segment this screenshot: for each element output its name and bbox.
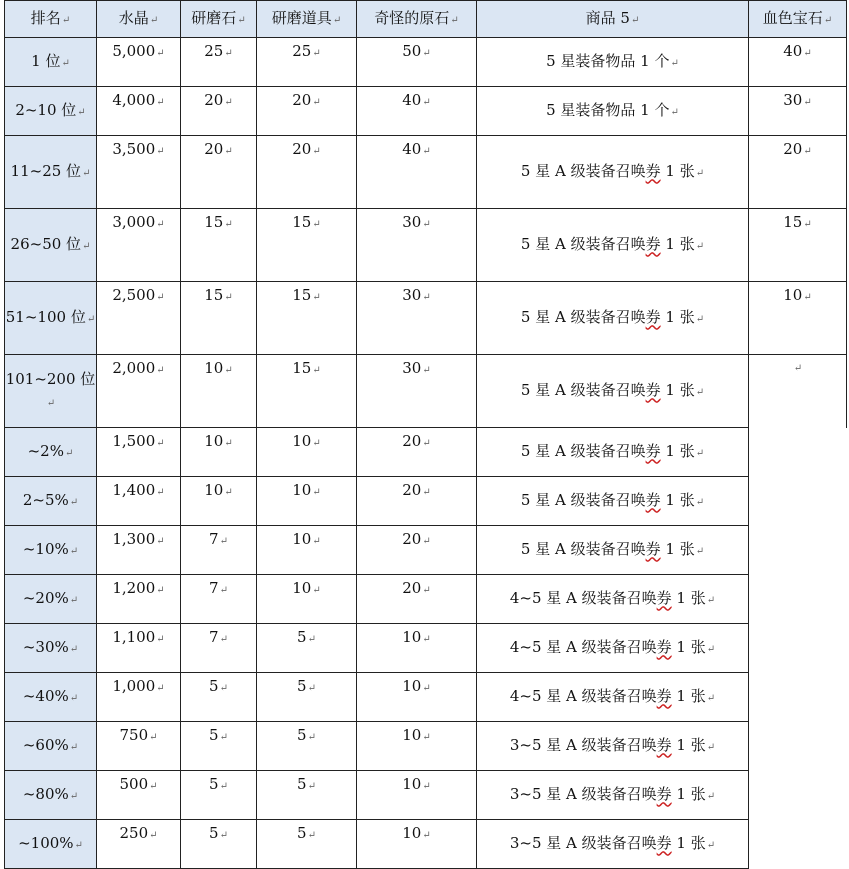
strange-ore-cell: 20↵ xyxy=(357,477,477,526)
table-row xyxy=(5,209,847,282)
rank-cell: ~40%↵ xyxy=(5,673,97,722)
strange-ore-cell: 10↵ xyxy=(357,771,477,820)
crystal-cell: 500↵ xyxy=(97,771,181,820)
crystal-cell: 1,200↵ xyxy=(97,575,181,624)
item-cell: 5 星 A 级装备召唤券 1 张↵ xyxy=(477,526,749,575)
crystal-cell: 5,000↵ xyxy=(97,38,181,87)
rank-cell: 101~200 位↵ xyxy=(5,355,97,428)
table-row xyxy=(5,38,847,87)
item-text-wavy: 券 xyxy=(645,380,661,399)
item-cell: 4~5 星 A 级装备召唤券 1 张↵ xyxy=(477,673,749,722)
item-text-pre: 5 星 A 级装备召唤 xyxy=(520,441,646,460)
grinding-stone-cell: 7↵ xyxy=(181,526,257,575)
table-row xyxy=(5,87,847,136)
grinding-tool-cell: 5↵ xyxy=(257,771,357,820)
rank-cell: 1 位↵ xyxy=(5,38,97,87)
item-text-pre: 3~5 星 A 级装备召唤 xyxy=(509,784,657,803)
item-cell: 5 星 A 级装备召唤券 1 张↵ xyxy=(477,355,749,428)
table-row xyxy=(5,722,847,771)
item-text-pre: 3~5 星 A 级装备召唤 xyxy=(509,735,657,754)
strange-ore-cell: 20↵ xyxy=(357,575,477,624)
grinding-tool-cell: 10↵ xyxy=(257,428,357,477)
table-row xyxy=(5,477,847,526)
blood-gem-cell: ↵ xyxy=(749,355,847,428)
rank-cell: ~30%↵ xyxy=(5,624,97,673)
item-text-post: 1 张 xyxy=(660,307,695,326)
header-grinding-tool: 研磨道具↵ xyxy=(257,1,357,38)
item-cell: 5 星 A 级装备召唤券 1 张↵ xyxy=(477,209,749,282)
item-text-post: 1 张 xyxy=(660,380,695,399)
item-text-pre: 5 星装备物品 1 个 xyxy=(546,100,670,119)
item-text-pre: 5 星 A 级装备召唤 xyxy=(520,234,646,253)
item-text-wavy: 券 xyxy=(656,686,672,705)
item-text-post: 1 张 xyxy=(671,735,706,754)
blood-gem-cell xyxy=(749,624,847,673)
item-text-wavy: 券 xyxy=(645,234,661,253)
blood-gem-cell: 30↵ xyxy=(749,87,847,136)
header-item: 商品 5↵ xyxy=(477,1,749,38)
rank-cell: ~10%↵ xyxy=(5,526,97,575)
grinding-stone-cell: 25↵ xyxy=(181,38,257,87)
crystal-cell: 750↵ xyxy=(97,722,181,771)
header-grinding-stone: 研磨石↵ xyxy=(181,1,257,38)
grinding-stone-cell: 7↵ xyxy=(181,575,257,624)
item-text-post: 1 张 xyxy=(660,539,695,558)
item-cell: 3~5 星 A 级装备召唤券 1 张↵ xyxy=(477,820,749,869)
blood-gem-cell xyxy=(749,575,847,624)
item-cell: 3~5 星 A 级装备召唤券 1 张↵ xyxy=(477,722,749,771)
rank-cell: ~80%↵ xyxy=(5,771,97,820)
item-text-pre: 5 星装备物品 1 个 xyxy=(546,51,670,70)
table-row xyxy=(5,136,847,209)
grinding-stone-cell: 5↵ xyxy=(181,673,257,722)
crystal-cell: 1,400↵ xyxy=(97,477,181,526)
rank-cell: 2~5%↵ xyxy=(5,477,97,526)
crystal-cell: 1,000↵ xyxy=(97,673,181,722)
rank-cell: 11~25 位↵ xyxy=(5,136,97,209)
table-row xyxy=(5,624,847,673)
item-text-wavy: 券 xyxy=(645,161,661,180)
item-text-post: 1 张 xyxy=(671,686,706,705)
item-text-post: 1 张 xyxy=(671,784,706,803)
rank-cell: ~60%↵ xyxy=(5,722,97,771)
table-row xyxy=(5,282,847,355)
crystal-cell: 2,000↵ xyxy=(97,355,181,428)
blood-gem-cell: 20↵ xyxy=(749,136,847,209)
table-row xyxy=(5,575,847,624)
table-row xyxy=(5,355,847,428)
rank-cell: ~2%↵ xyxy=(5,428,97,477)
rewards-table xyxy=(4,0,847,869)
item-text-wavy: 券 xyxy=(645,307,661,326)
strange-ore-cell: 10↵ xyxy=(357,722,477,771)
item-cell: 5 星 A 级装备召唤券 1 张↵ xyxy=(477,428,749,477)
crystal-cell: 3,000↵ xyxy=(97,209,181,282)
blood-gem-cell: 10↵ xyxy=(749,282,847,355)
rank-cell: 2~10 位↵ xyxy=(5,87,97,136)
grinding-tool-cell: 15↵ xyxy=(257,209,357,282)
grinding-tool-cell: 15↵ xyxy=(257,282,357,355)
grinding-stone-cell: 5↵ xyxy=(181,722,257,771)
grinding-tool-cell: 5↵ xyxy=(257,673,357,722)
item-text-pre: 5 星 A 级装备召唤 xyxy=(520,380,646,399)
crystal-cell: 1,100↵ xyxy=(97,624,181,673)
item-text-pre: 5 星 A 级装备召唤 xyxy=(520,161,646,180)
item-cell: 4~5 星 A 级装备召唤券 1 张↵ xyxy=(477,575,749,624)
item-text-post: 1 张 xyxy=(660,234,695,253)
strange-ore-cell: 10↵ xyxy=(357,624,477,673)
rank-cell: ~20%↵ xyxy=(5,575,97,624)
grinding-tool-cell: 5↵ xyxy=(257,820,357,869)
item-text-pre: 4~5 星 A 级装备召唤 xyxy=(509,686,657,705)
strange-ore-cell: 40↵ xyxy=(357,136,477,209)
item-text-post: 1 张 xyxy=(671,637,706,656)
item-text-wavy: 券 xyxy=(645,490,661,509)
grinding-stone-cell: 7↵ xyxy=(181,624,257,673)
table-row xyxy=(5,771,847,820)
table-row xyxy=(5,820,847,869)
grinding-stone-cell: 5↵ xyxy=(181,771,257,820)
grinding-tool-cell: 5↵ xyxy=(257,722,357,771)
grinding-tool-cell: 15↵ xyxy=(257,355,357,428)
item-text-pre: 4~5 星 A 级装备召唤 xyxy=(509,637,657,656)
grinding-tool-cell: 10↵ xyxy=(257,477,357,526)
strange-ore-cell: 30↵ xyxy=(357,355,477,428)
blood-gem-cell xyxy=(749,820,847,869)
header-blood-gem: 血色宝石↵ xyxy=(749,1,847,38)
item-text-wavy: 券 xyxy=(656,637,672,656)
header-crystal: 水晶↵ xyxy=(97,1,181,38)
crystal-cell: 3,500↵ xyxy=(97,136,181,209)
blood-gem-cell: 15↵ xyxy=(749,209,847,282)
header-rank: 排名↵ xyxy=(5,1,97,38)
strange-ore-cell: 30↵ xyxy=(357,209,477,282)
grinding-tool-cell: 20↵ xyxy=(257,136,357,209)
grinding-stone-cell: 15↵ xyxy=(181,282,257,355)
item-text-pre: 4~5 星 A 级装备召唤 xyxy=(509,588,657,607)
strange-ore-cell: 20↵ xyxy=(357,526,477,575)
item-cell: 5 星 A 级装备召唤券 1 张↵ xyxy=(477,477,749,526)
strange-ore-cell: 10↵ xyxy=(357,820,477,869)
item-text-wavy: 券 xyxy=(656,784,672,803)
item-text-wavy: 券 xyxy=(656,833,672,852)
item-text-wavy: 券 xyxy=(656,588,672,607)
grinding-stone-cell: 15↵ xyxy=(181,209,257,282)
blood-gem-cell xyxy=(749,771,847,820)
item-cell: 4~5 星 A 级装备召唤券 1 张↵ xyxy=(477,624,749,673)
item-text-pre: 5 星 A 级装备召唤 xyxy=(520,539,646,558)
grinding-stone-cell: 10↵ xyxy=(181,477,257,526)
crystal-cell: 2,500↵ xyxy=(97,282,181,355)
strange-ore-cell: 30↵ xyxy=(357,282,477,355)
table-row xyxy=(5,526,847,575)
grinding-tool-cell: 5↵ xyxy=(257,624,357,673)
crystal-cell: 250↵ xyxy=(97,820,181,869)
strange-ore-cell: 20↵ xyxy=(357,428,477,477)
item-text-post: 1 张 xyxy=(671,588,706,607)
rank-cell: ~100%↵ xyxy=(5,820,97,869)
item-cell: 5 星 A 级装备召唤券 1 张↵ xyxy=(477,282,749,355)
item-cell: 5 星装备物品 1 个↵ xyxy=(477,38,749,87)
item-text-pre: 5 星 A 级装备召唤 xyxy=(520,307,646,326)
grinding-stone-cell: 20↵ xyxy=(181,136,257,209)
grinding-stone-cell: 10↵ xyxy=(181,355,257,428)
blood-gem-cell xyxy=(749,526,847,575)
blood-gem-cell xyxy=(749,673,847,722)
grinding-stone-cell: 10↵ xyxy=(181,428,257,477)
header-row xyxy=(5,1,847,38)
strange-ore-cell: 50↵ xyxy=(357,38,477,87)
item-text-wavy: 券 xyxy=(645,539,661,558)
table-row xyxy=(5,428,847,477)
item-cell: 5 星 A 级装备召唤券 1 张↵ xyxy=(477,136,749,209)
grinding-tool-cell: 20↵ xyxy=(257,87,357,136)
blood-gem-cell xyxy=(749,428,847,477)
grinding-tool-cell: 10↵ xyxy=(257,526,357,575)
item-text-pre: 3~5 星 A 级装备召唤 xyxy=(509,833,657,852)
item-text-post: 1 张 xyxy=(660,441,695,460)
item-cell: 3~5 星 A 级装备召唤券 1 张↵ xyxy=(477,771,749,820)
crystal-cell: 1,300↵ xyxy=(97,526,181,575)
grinding-stone-cell: 20↵ xyxy=(181,87,257,136)
rank-cell: 51~100 位↵ xyxy=(5,282,97,355)
crystal-cell: 4,000↵ xyxy=(97,87,181,136)
blood-gem-cell xyxy=(749,722,847,771)
item-text-wavy: 券 xyxy=(645,441,661,460)
blood-gem-cell: 40↵ xyxy=(749,38,847,87)
strange-ore-cell: 10↵ xyxy=(357,673,477,722)
blood-gem-cell xyxy=(749,477,847,526)
item-text-wavy: 券 xyxy=(656,735,672,754)
crystal-cell: 1,500↵ xyxy=(97,428,181,477)
item-text-post: 1 张 xyxy=(660,490,695,509)
grinding-stone-cell: 5↵ xyxy=(181,820,257,869)
table-row xyxy=(5,673,847,722)
header-strange-ore: 奇怪的原石↵ xyxy=(357,1,477,38)
rank-cell: 26~50 位↵ xyxy=(5,209,97,282)
item-cell: 5 星装备物品 1 个↵ xyxy=(477,87,749,136)
item-text-post: 1 张 xyxy=(660,161,695,180)
grinding-tool-cell: 25↵ xyxy=(257,38,357,87)
strange-ore-cell: 40↵ xyxy=(357,87,477,136)
grinding-tool-cell: 10↵ xyxy=(257,575,357,624)
item-text-pre: 5 星 A 级装备召唤 xyxy=(520,490,646,509)
item-text-post: 1 张 xyxy=(671,833,706,852)
